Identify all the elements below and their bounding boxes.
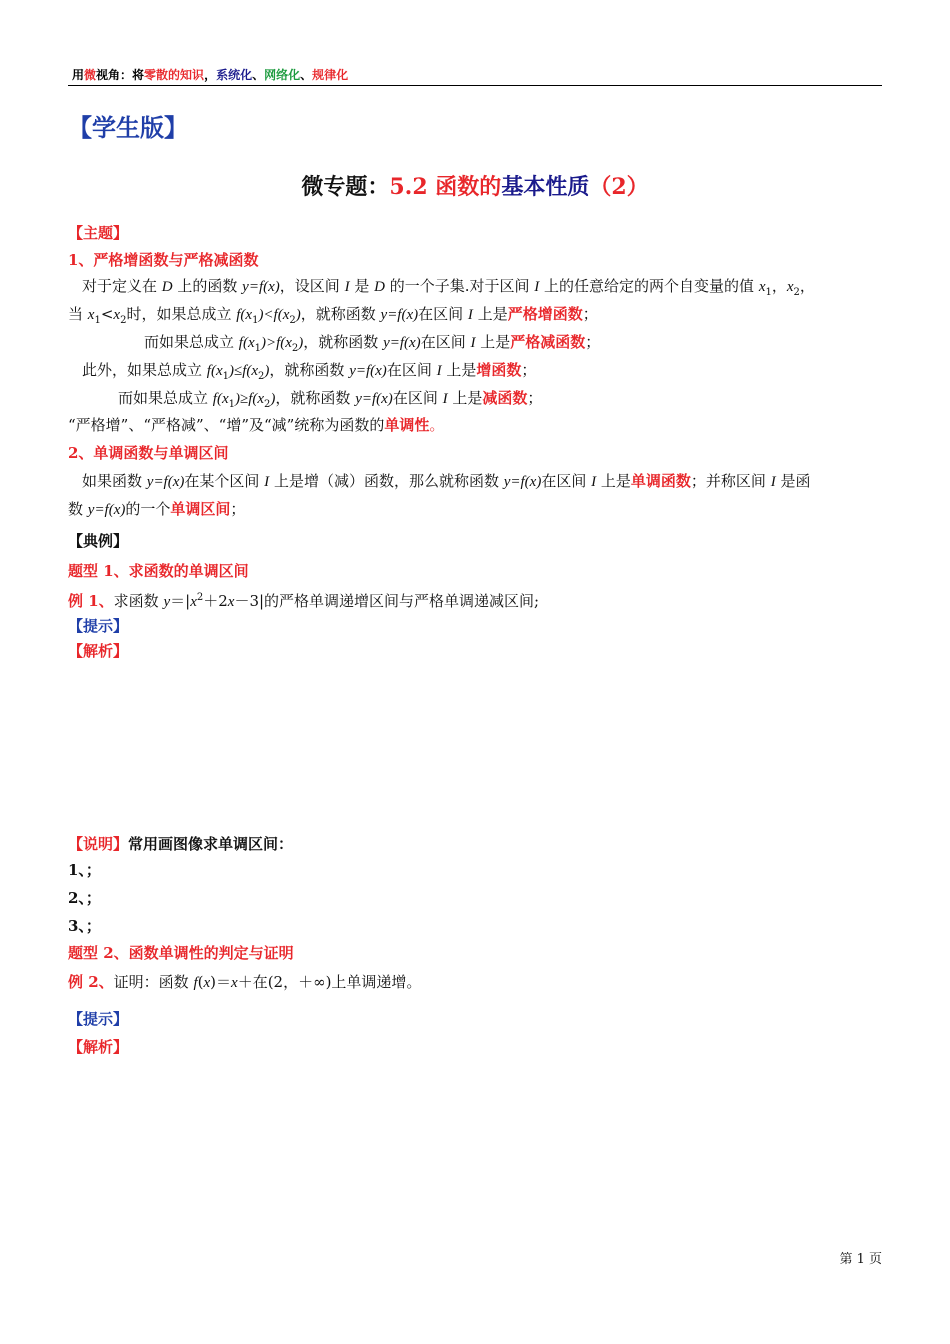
header-text: 、 (300, 68, 313, 82)
type-1-heading: 题型 1、求函数的单调区间 (68, 562, 249, 580)
title-prefix: 微专题： (301, 174, 390, 200)
analysis-label: 【解析】 (68, 642, 129, 660)
page-number: 第 1 页 (839, 1252, 882, 1267)
header-text: ， (204, 68, 217, 82)
section-2-line-1: 如果函数 y=f(x)在某个区间 I 上是增（减）函数，那么就称函数 y=f(x)在区间 I 上是单调函数；并称区间 I 是函 (82, 472, 811, 490)
title-suffix: （2） (589, 174, 649, 200)
section-1-line-1: 对于定义在 D 上的函数 y=f(x)，设区间 I 是 D 的一个子集.对于区间 I 上的任意给定的两个自变量的值 $x_1$，$x_2$， (82, 277, 815, 298)
section-2-line-2: 数 y=f(x)的一个单调区间； (68, 500, 246, 518)
note-item: 2、； (68, 889, 101, 907)
title-core: 基本性质 (501, 174, 590, 200)
note (68, 833, 293, 854)
header-text: 用 (72, 68, 85, 82)
header-divider (68, 85, 882, 86)
page-title (0, 170, 950, 201)
section-1-line-3: 而如果总成立 $f(x_1)>f(x_2)$，就称函数 y=f(x)在区间 I 上是严格减函数； (144, 333, 601, 354)
page-header-slogan (72, 66, 348, 83)
header-text: 、 (252, 68, 265, 82)
example-1: 例 1、求函数 $y=|x^2+2x-3|$的严格单调递增区间与严格单调递减区间; (68, 592, 540, 610)
title-number: 5.2 函数的 (389, 174, 502, 200)
section-2-heading: 2、单调函数与单调区间 (68, 444, 229, 462)
header-text: 规律化 (312, 68, 349, 82)
note-text: 常用画图像求单调区间： (128, 835, 294, 853)
type-2-heading: 题型 2、函数单调性的判定与证明 (68, 944, 294, 962)
header-text: 微 (84, 68, 97, 82)
section-1-heading: 1、严格增函数与严格减函数 (68, 251, 259, 269)
hint-label: 【提示】 (68, 617, 129, 635)
header-text: 网络化 (264, 68, 301, 82)
section-1-line-6: “严格增”、“严格减”、“增”及“减”统称为函数的单调性。 (68, 416, 445, 434)
example-2: 例 2、证明：函数 f(x)＝x＋在(2，＋∞)上单调递增。 (68, 973, 422, 991)
note-item: 3、； (68, 917, 101, 935)
note-item: 1、； (68, 861, 101, 879)
header-text: 视角：将 (96, 68, 145, 82)
topic-label: 【主题】 (68, 224, 129, 242)
note-label: 【说明】 (68, 835, 129, 853)
edition-label: 【学生版】 (68, 113, 188, 142)
section-1-line-4: 此外，如果总成立 $f(x_1)\le f(x_2)$，就称函数 y=f(x)在区间 I 上是增函数； (82, 361, 537, 382)
analysis-label-2: 【解析】 (68, 1038, 129, 1056)
hint-label-2: 【提示】 (68, 1010, 129, 1028)
header-text: 零散的知识 (144, 68, 205, 82)
header-text: 系统化 (216, 68, 253, 82)
section-1-line-5: 而如果总成立 $f(x_1)\ge f(x_2)$，就称函数 y=f(x)在区间 I 上是减函数； (118, 389, 543, 410)
examples-label: 【典例】 (68, 532, 129, 550)
section-1-line-2: 当 $x_1<x_2$时，如果总成立 $f(x_1)<f(x_2)$，就称函数 y=f(x)在区间 I 上是严格增函数； (68, 305, 598, 326)
